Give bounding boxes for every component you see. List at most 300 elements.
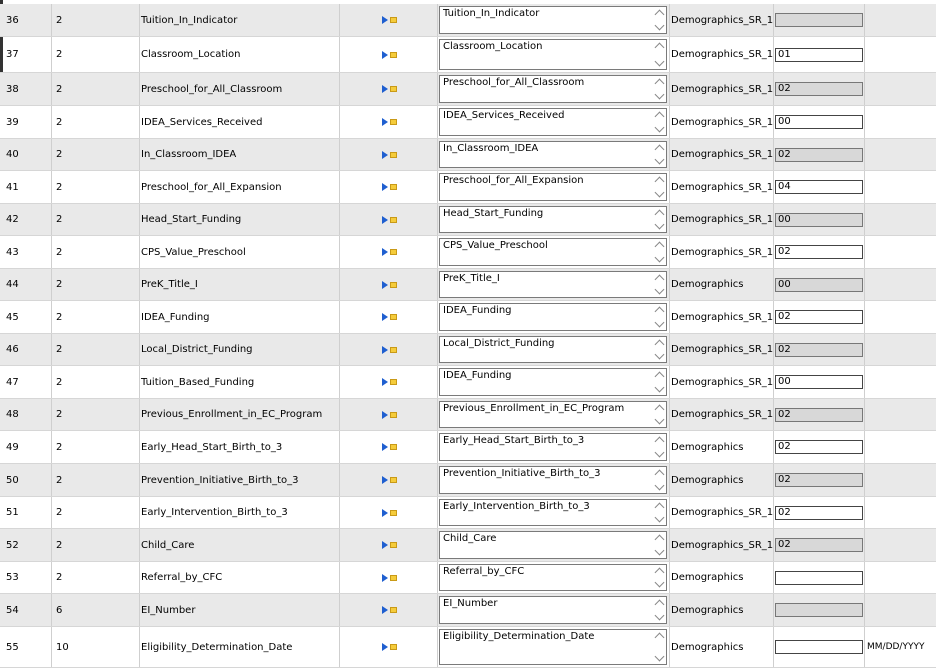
group-name [670, 464, 774, 496]
mapped-field-textarea[interactable] [439, 141, 667, 168]
group-name-text: Demographics [671, 474, 744, 486]
field-name-text: Early_Head_Start_Birth_to_3 [141, 441, 283, 453]
group-name-text: Demographics_SR_1 [671, 507, 774, 518]
value-input[interactable] [775, 640, 863, 654]
row-number-text: 40 [6, 149, 19, 160]
field-name [140, 204, 340, 235]
textarea-scrollbar[interactable] [653, 110, 665, 134]
play-arrow-icon[interactable] [382, 16, 388, 24]
field-name [140, 73, 340, 105]
scroll-down-icon[interactable] [654, 611, 664, 621]
field-name-text: Child_Care [141, 539, 195, 551]
mapped-field-text: Tuition_In_Indicator [443, 8, 540, 19]
value-input[interactable] [775, 13, 863, 27]
field-length [52, 399, 140, 430]
group-name [670, 431, 774, 463]
scroll-up-icon[interactable] [654, 145, 664, 155]
mapped-field-cell [438, 627, 670, 667]
table-row [0, 334, 936, 366]
row-number-text: 37 [6, 49, 19, 60]
mapped-field-textarea[interactable] [439, 401, 667, 428]
scroll-down-icon[interactable] [654, 253, 664, 263]
value-input[interactable]: 02 [775, 343, 863, 357]
textarea-scrollbar[interactable] [653, 273, 665, 296]
scroll-down-icon[interactable] [654, 383, 664, 393]
field-length [52, 529, 140, 561]
mapped-field-textarea[interactable] [439, 564, 667, 591]
format-hint [865, 529, 936, 561]
table-row [0, 301, 936, 334]
field-name [140, 269, 340, 300]
field-length-text: 2 [56, 49, 63, 60]
row-number [0, 4, 52, 36]
mapped-field-text: Early_Intervention_Birth_to_3 [443, 501, 590, 512]
value-input[interactable]: 02 [775, 506, 863, 520]
field-length [52, 334, 140, 365]
scroll-down-icon[interactable] [654, 90, 664, 100]
play-arrow-icon[interactable] [382, 313, 388, 321]
field-name [140, 4, 340, 36]
value-input[interactable] [775, 603, 863, 617]
mapped-field-cell [438, 529, 670, 561]
scroll-down-icon[interactable] [654, 220, 664, 230]
value-cell [774, 236, 865, 268]
scroll-up-icon[interactable] [654, 210, 664, 220]
play-arrow-icon[interactable] [382, 509, 388, 517]
scroll-down-icon[interactable] [654, 578, 664, 588]
row-actions [340, 529, 438, 561]
field-name-text: Tuition_In_Indicator [141, 14, 238, 26]
mapped-field-cell [438, 301, 670, 333]
table-row [0, 4, 936, 37]
table-row [0, 204, 936, 236]
value-cell [774, 431, 865, 463]
field-name [140, 562, 340, 593]
row-actions [340, 73, 438, 105]
mapped-field-textarea[interactable] [439, 39, 667, 70]
format-hint [865, 269, 936, 300]
scroll-down-icon[interactable] [654, 481, 664, 491]
play-arrow-icon[interactable] [382, 51, 388, 59]
mapped-field-textarea[interactable] [439, 271, 667, 298]
value-input[interactable] [775, 571, 863, 585]
field-length [52, 37, 140, 72]
folder-icon[interactable] [390, 412, 397, 418]
row-actions [340, 594, 438, 626]
table-row [0, 399, 936, 431]
play-arrow-icon[interactable] [382, 476, 388, 484]
field-name-text: Eligibility_Determination_Date [141, 641, 293, 653]
scroll-down-icon[interactable] [654, 415, 664, 425]
scroll-up-icon[interactable] [654, 112, 664, 122]
field-length-text: 2 [56, 246, 63, 258]
mapped-field-textarea[interactable] [439, 238, 667, 266]
group-name [670, 594, 774, 626]
mapped-field-text: Local_District_Funding [443, 338, 555, 349]
textarea-scrollbar[interactable] [653, 338, 665, 361]
value-input[interactable]: 02 [775, 310, 863, 324]
row-number-text: 47 [6, 376, 19, 388]
group-name-text: Demographics_SR_1 [671, 116, 774, 128]
field-length [52, 171, 140, 203]
value-input[interactable]: 02 [775, 473, 863, 487]
value-input[interactable]: 02 [775, 538, 863, 552]
mapped-field-text: IDEA_Services_Received [443, 110, 565, 121]
row-number [0, 204, 52, 235]
value-input[interactable]: 00 [775, 213, 863, 227]
value-input[interactable]: 02 [775, 408, 863, 422]
scroll-up-icon[interactable] [654, 177, 664, 187]
group-name [670, 497, 774, 528]
field-length [52, 4, 140, 36]
scroll-down-icon[interactable] [654, 546, 664, 556]
field-name-text: Classroom_Location [141, 49, 241, 60]
field-length [52, 236, 140, 268]
field-name [140, 106, 340, 138]
folder-icon[interactable] [390, 347, 397, 353]
field-name [140, 627, 340, 667]
field-name [140, 301, 340, 333]
textarea-scrollbar[interactable] [653, 77, 665, 101]
field-length [52, 497, 140, 528]
group-name [670, 366, 774, 398]
value-input[interactable]: 02 [775, 440, 863, 454]
textarea-scrollbar[interactable] [653, 8, 665, 32]
scroll-up-icon[interactable] [654, 535, 664, 545]
mapped-field-textarea[interactable] [439, 433, 667, 461]
row-number [0, 594, 52, 626]
play-arrow-icon[interactable] [382, 118, 388, 126]
scroll-up-icon[interactable] [654, 405, 664, 415]
textarea-scrollbar[interactable] [653, 631, 665, 663]
mapped-field-textarea[interactable] [439, 6, 667, 34]
row-number-text: 41 [6, 181, 19, 193]
field-length-text: 2 [56, 441, 63, 453]
mapped-field-textarea[interactable] [439, 206, 667, 233]
scroll-up-icon[interactable] [654, 43, 664, 53]
scroll-up-icon[interactable] [654, 340, 664, 350]
field-name [140, 594, 340, 626]
play-arrow-icon[interactable] [382, 574, 388, 582]
mapped-field-cell [438, 139, 670, 170]
field-length [52, 627, 140, 667]
folder-icon[interactable] [390, 282, 397, 288]
group-name-text: Demographics_SR_1 [671, 181, 774, 193]
play-arrow-icon[interactable] [382, 541, 388, 549]
row-number [0, 301, 52, 333]
field-length-text: 2 [56, 572, 63, 583]
row-number [0, 562, 52, 593]
folder-icon[interactable] [390, 249, 397, 255]
row-number [0, 73, 52, 105]
format-hint [865, 431, 936, 463]
row-number-text: 44 [6, 279, 19, 290]
value-input[interactable]: 02 [775, 245, 863, 259]
row-number [0, 106, 52, 138]
format-hint [865, 562, 936, 593]
scroll-up-icon[interactable] [654, 372, 664, 382]
scroll-down-icon[interactable] [654, 285, 664, 295]
scroll-up-icon[interactable] [654, 242, 664, 252]
field-length [52, 139, 140, 170]
row-number-text: 54 [6, 604, 19, 616]
field-length-text: 2 [56, 507, 63, 518]
scroll-down-icon[interactable] [654, 188, 664, 198]
mapped-field-textarea[interactable] [439, 75, 667, 103]
scroll-up-icon[interactable] [654, 600, 664, 610]
group-name [670, 73, 774, 105]
folder-icon[interactable] [390, 17, 397, 23]
group-name [670, 399, 774, 430]
textarea-scrollbar[interactable] [653, 403, 665, 426]
field-length-text: 2 [56, 116, 63, 128]
field-length-text: 2 [56, 14, 63, 26]
mapped-field-text: Referral_by_CFC [443, 566, 525, 577]
value-input[interactable]: 00 [775, 278, 863, 292]
row-actions [340, 562, 438, 593]
textarea-scrollbar[interactable] [653, 208, 665, 231]
group-name [670, 4, 774, 36]
field-length [52, 366, 140, 398]
textarea-scrollbar[interactable] [653, 370, 665, 394]
value-input[interactable]: 02 [775, 82, 863, 96]
field-length [52, 594, 140, 626]
value-cell [774, 562, 865, 593]
row-number [0, 334, 52, 365]
textarea-scrollbar[interactable] [653, 41, 665, 68]
field-name [140, 334, 340, 365]
folder-icon[interactable] [390, 607, 397, 613]
folder-icon[interactable] [390, 444, 397, 450]
mapped-field-cell [438, 497, 670, 528]
row-actions [340, 627, 438, 667]
mapped-field-text: PreK_Title_I [443, 273, 500, 284]
mapped-field-text: EI_Number [443, 598, 498, 609]
textarea-scrollbar[interactable] [653, 435, 665, 459]
table-row [0, 269, 936, 301]
scroll-down-icon[interactable] [654, 513, 664, 523]
scroll-up-icon[interactable] [654, 633, 664, 643]
table-row [0, 106, 936, 139]
field-length-text: 2 [56, 539, 63, 551]
mapped-field-cell [438, 334, 670, 365]
format-hint-text: MM/DD/YYYY [867, 642, 925, 652]
folder-icon[interactable] [390, 184, 397, 190]
textarea-scrollbar[interactable] [653, 468, 665, 492]
group-name [670, 106, 774, 138]
play-arrow-icon[interactable] [382, 443, 388, 451]
table-row [0, 139, 936, 171]
field-length-text: 10 [56, 641, 69, 653]
table-row [0, 464, 936, 497]
scroll-down-icon[interactable] [654, 448, 664, 458]
textarea-scrollbar[interactable] [653, 305, 665, 329]
folder-icon[interactable] [390, 119, 397, 125]
play-arrow-icon[interactable] [382, 216, 388, 224]
row-number [0, 431, 52, 463]
mapped-field-textarea[interactable] [439, 336, 667, 363]
field-name-text: Local_District_Funding [141, 344, 253, 355]
format-hint [865, 73, 936, 105]
play-arrow-icon[interactable] [382, 378, 388, 386]
field-length-text: 2 [56, 214, 63, 225]
field-name-text: CPS_Value_Preschool [141, 246, 246, 258]
folder-icon[interactable] [390, 314, 397, 320]
table-row [0, 497, 936, 529]
group-name [670, 139, 774, 170]
mapped-field-textarea[interactable] [439, 499, 667, 526]
field-name-text: Early_Intervention_Birth_to_3 [141, 507, 288, 518]
group-name-text: Demographics_SR_1 [671, 149, 774, 160]
mapped-field-textarea[interactable] [439, 368, 667, 396]
mapped-field-textarea[interactable] [439, 173, 667, 201]
row-actions [340, 366, 438, 398]
scroll-up-icon[interactable] [654, 275, 664, 285]
folder-icon[interactable] [390, 152, 397, 158]
folder-icon[interactable] [390, 86, 397, 92]
row-actions [340, 236, 438, 268]
folder-icon[interactable] [390, 575, 397, 581]
textarea-scrollbar[interactable] [653, 240, 665, 264]
mapped-field-textarea[interactable] [439, 531, 667, 559]
mapped-field-cell [438, 106, 670, 138]
textarea-scrollbar[interactable] [653, 533, 665, 557]
play-arrow-icon[interactable] [382, 411, 388, 419]
mapped-field-cell [438, 236, 670, 268]
row-number-text: 46 [6, 344, 19, 355]
field-length [52, 431, 140, 463]
table-row [0, 171, 936, 204]
value-input[interactable]: 02 [775, 148, 863, 162]
row-actions [340, 464, 438, 496]
mapped-field-textarea[interactable] [439, 303, 667, 331]
mapped-field-textarea[interactable] [439, 108, 667, 136]
play-arrow-icon[interactable] [382, 346, 388, 354]
folder-icon[interactable] [390, 52, 397, 58]
textarea-scrollbar[interactable] [653, 175, 665, 199]
textarea-scrollbar[interactable] [653, 143, 665, 166]
scroll-up-icon[interactable] [654, 307, 664, 317]
play-arrow-icon[interactable] [382, 248, 388, 256]
scroll-down-icon[interactable] [654, 123, 664, 133]
mapped-field-text: Previous_Enrollment_in_EC_Program [443, 403, 625, 414]
field-name [140, 171, 340, 203]
row-actions [340, 4, 438, 36]
scroll-up-icon[interactable] [654, 470, 664, 480]
folder-icon[interactable] [390, 217, 397, 223]
value-cell [774, 399, 865, 430]
scroll-up-icon[interactable] [654, 568, 664, 578]
textarea-scrollbar[interactable] [653, 566, 665, 589]
play-arrow-icon[interactable] [382, 183, 388, 191]
scroll-down-icon[interactable] [654, 155, 664, 165]
textarea-scrollbar[interactable] [653, 598, 665, 622]
value-cell [774, 171, 865, 203]
field-name [140, 529, 340, 561]
scroll-up-icon[interactable] [654, 79, 664, 89]
folder-icon[interactable] [390, 477, 397, 483]
value-cell [774, 269, 865, 300]
group-name-text: Demographics_SR_1 [671, 49, 774, 60]
scroll-up-icon[interactable] [654, 437, 664, 447]
mapped-field-text: In_Classroom_IDEA [443, 143, 539, 154]
row-number [0, 139, 52, 170]
mapped-field-textarea[interactable] [439, 596, 667, 624]
value-input[interactable]: 00 [775, 375, 863, 389]
folder-icon[interactable] [390, 542, 397, 548]
group-name [670, 529, 774, 561]
mapped-field-cell [438, 594, 670, 626]
field-name-text: Preschool_for_All_Classroom [141, 83, 283, 95]
group-name-text: Demographics_SR_1 [671, 246, 774, 258]
format-hint [865, 204, 936, 235]
scroll-down-icon[interactable] [654, 350, 664, 360]
play-arrow-icon[interactable] [382, 643, 388, 651]
field-name [140, 139, 340, 170]
field-name-text: PreK_Title_I [141, 279, 198, 290]
folder-icon[interactable] [390, 644, 397, 650]
row-actions [340, 171, 438, 203]
group-name-text: Demographics [671, 604, 744, 616]
field-name [140, 497, 340, 528]
format-hint [865, 139, 936, 170]
field-length-text: 6 [56, 604, 63, 616]
play-arrow-icon[interactable] [382, 85, 388, 93]
value-input[interactable]: 00 [775, 115, 863, 129]
mapped-field-text: IDEA_Funding [443, 370, 512, 381]
value-cell [774, 139, 865, 170]
row-actions [340, 106, 438, 138]
row-number-text: 48 [6, 409, 19, 420]
group-name [670, 301, 774, 333]
value-input[interactable]: 04 [775, 180, 863, 194]
field-name-text: Previous_Enrollment_in_EC_Program [141, 409, 323, 420]
folder-icon[interactable] [390, 379, 397, 385]
value-input[interactable]: 01 [775, 48, 863, 62]
format-hint [865, 171, 936, 203]
mapped-field-cell [438, 366, 670, 398]
mapped-field-textarea[interactable] [439, 629, 667, 665]
scroll-down-icon[interactable] [654, 57, 664, 67]
group-name-text: Demographics_SR_1 [671, 344, 774, 355]
row-number [0, 464, 52, 496]
row-number-text: 39 [6, 116, 19, 128]
play-arrow-icon[interactable] [382, 606, 388, 614]
mapped-field-text: Head_Start_Funding [443, 208, 544, 219]
scroll-up-icon[interactable] [654, 10, 664, 20]
row-number [0, 497, 52, 528]
scroll-down-icon[interactable] [654, 652, 664, 662]
folder-icon[interactable] [390, 510, 397, 516]
row-number [0, 627, 52, 667]
scroll-down-icon[interactable] [654, 318, 664, 328]
textarea-scrollbar[interactable] [653, 501, 665, 524]
group-name-text: Demographics_SR_1 [671, 83, 774, 95]
play-arrow-icon[interactable] [382, 151, 388, 159]
field-length [52, 562, 140, 593]
value-cell [774, 627, 865, 667]
row-number-text: 55 [6, 641, 19, 653]
mapped-field-textarea[interactable] [439, 466, 667, 494]
group-name-text: Demographics [671, 572, 744, 583]
mapped-field-text: IDEA_Funding [443, 305, 512, 316]
mapped-field-cell [438, 464, 670, 496]
row-number-text: 38 [6, 83, 19, 95]
scroll-up-icon[interactable] [654, 503, 664, 513]
group-name [670, 236, 774, 268]
scroll-down-icon[interactable] [654, 21, 664, 31]
play-arrow-icon[interactable] [382, 281, 388, 289]
